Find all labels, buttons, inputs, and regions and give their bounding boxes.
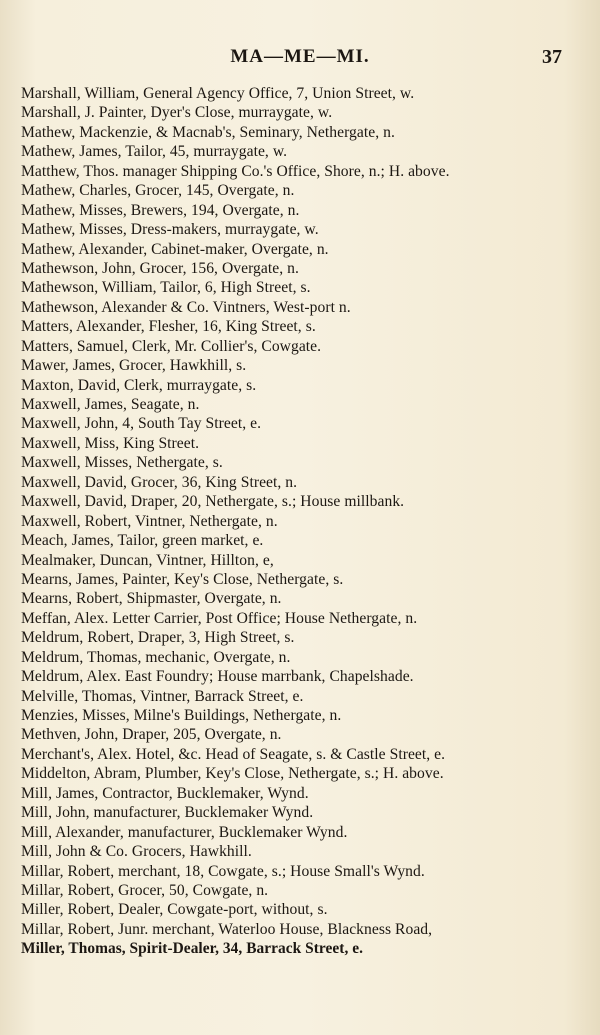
directory-entry: Mill, John, manufacturer, Bucklemaker Wynd.	[21, 804, 314, 822]
directory-entry: Mill, Alexander, manufacturer, Bucklemaker Wynd.	[21, 823, 348, 841]
directory-entry: Menzies, Misses, Milne's Buildings, Nethergate, n.	[21, 707, 342, 724]
directory-entry: Meldrum, Robert, Draper, 3, High Street, s.	[21, 629, 295, 647]
directory-entry: Maxwell, David, Draper, 20, Nethergate, s.; House millbank.	[21, 493, 405, 511]
page-number: 37	[542, 46, 562, 68]
directory-entry: Miller, Thomas, Spirit-Dealer, 34, Barrack Street, e.	[21, 940, 364, 958]
directory-entries	[21, 84, 581, 959]
directory-entry: Maxwell, Robert, Vintner, Nethergate, n.	[21, 512, 278, 530]
directory-entry: Mathew, Misses, Brewers, 194, Overgate, n.	[21, 201, 300, 219]
running-head	[0, 46, 600, 70]
directory-entry: Maxwell, Misses, Nethergate, s.	[21, 454, 223, 472]
directory-entry: Meffan, Alex. Letter Carrier, Post Office; House Nethergate, n.	[21, 609, 418, 627]
directory-entry: Middelton, Abram, Plumber, Key's Close, Nethergate, s.; H. above.	[21, 765, 444, 783]
directory-entry: Melville, Thomas, Vintner, Barrack Street, e.	[21, 687, 304, 705]
directory-entry: Meldrum, Alex. East Foundry; House marrbank, Chapelshade.	[21, 668, 414, 686]
directory-entry: Mathew, Mackenzie, & Macnab's, Seminary, Nethergate, n.	[21, 123, 395, 141]
directory-entry: Mathew, Misses, Dress-makers, murraygate, w.	[21, 221, 319, 239]
page-title: MA—ME—MI.	[230, 46, 370, 67]
directory-entry: Matters, Alexander, Flesher, 16, King Street, s.	[21, 318, 316, 336]
directory-entry: Marshall, J. Painter, Dyer's Close, murraygate, w.	[21, 104, 333, 122]
directory-entry: Millar, Robert, Junr. merchant, Waterloo House, Blackness Road,	[21, 920, 433, 938]
directory-entry: Mawer, James, Grocer, Hawkhill, s.	[21, 357, 247, 375]
directory-entry: Mill, James, Contractor, Bucklemaker, Wynd.	[21, 784, 309, 802]
directory-entry: Methven, John, Draper, 205, Overgate, n.	[21, 726, 282, 744]
directory-entry: Maxwell, John, 4, South Tay Street, e.	[21, 415, 262, 433]
directory-entry: Meach, James, Tailor, green market, e.	[21, 532, 264, 550]
directory-entry: Mearns, James, Painter, Key's Close, Nethergate, s.	[21, 570, 344, 588]
directory-entry: Mathew, Alexander, Cabinet-maker, Overgate, n.	[21, 240, 329, 258]
directory-entry: Marshall, William, General Agency Office, 7, Union Street, w.	[21, 85, 415, 102]
directory-entry: Matters, Samuel, Clerk, Mr. Collier's, Cowgate.	[21, 337, 322, 355]
directory-entry: Mathewson, William, Tailor, 6, High Street, s.	[21, 279, 311, 297]
directory-entry: Mathew, James, Tailor, 45, murraygate, w.	[21, 143, 288, 161]
directory-entry: Maxton, David, Clerk, murraygate, s.	[21, 376, 257, 394]
directory-entry: Millar, Robert, Grocer, 50, Cowgate, n.	[21, 881, 269, 899]
directory-entry: Millar, Robert, merchant, 18, Cowgate, s.; House Small's Wynd.	[21, 862, 425, 880]
directory-entry: Mathew, Charles, Grocer, 145, Overgate, n.	[21, 182, 295, 200]
directory-entry: Merchant's, Alex. Hotel, &c. Head of Seagate, s. & Castle Street, e.	[21, 745, 446, 763]
directory-entry: Mathewson, John, Grocer, 156, Overgate, n.	[21, 259, 299, 277]
directory-entry: Mathewson, Alexander & Co. Vintners, West-port n.	[21, 298, 351, 316]
directory-entry: Meldrum, Thomas, mechanic, Overgate, n.	[21, 648, 291, 666]
directory-entry: Mill, John & Co. Grocers, Hawkhill.	[21, 843, 252, 861]
directory-entry: Mealmaker, Duncan, Vintner, Hillton, e,	[21, 551, 274, 569]
directory-entry: Miller, Robert, Dealer, Cowgate-port, without, s.	[21, 901, 328, 919]
directory-entry: Maxwell, David, Grocer, 36, King Street, n.	[21, 473, 298, 491]
directory-entry: Maxwell, James, Seagate, n.	[21, 396, 200, 413]
directory-entry: Mearns, Robert, Shipmaster, Overgate, n.	[21, 590, 282, 608]
directory-entry: Maxwell, Miss, King Street.	[21, 434, 200, 452]
directory-entry: Matthew, Thos. manager Shipping Co.'s Office, Shore, n.; H. above.	[21, 162, 450, 180]
